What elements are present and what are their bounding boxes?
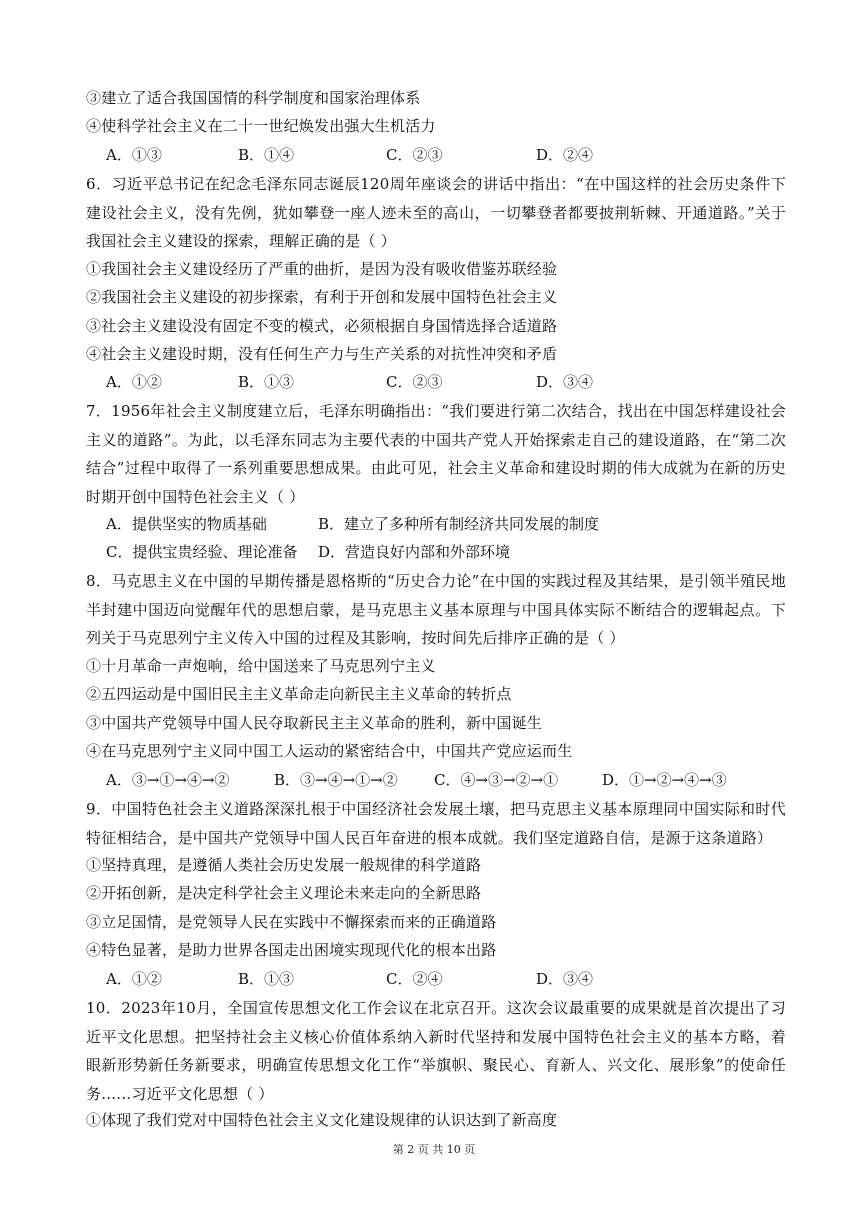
page-footer: 第 2 页 共 10 页 [392, 1143, 476, 1156]
q6-options [106, 372, 786, 392]
q9-item-1: ①坚持真理，是遵循人类社会历史发展一般规律的科学道路 [86, 856, 482, 874]
q6-item-2: ②我国社会主义建设的初步探索，有利于开创和发展中国特色社会主义 [86, 288, 558, 306]
q5-option-b[interactable]: B．①④ [238, 146, 295, 164]
q5-option-c[interactable]: C．②③ [386, 146, 443, 164]
q8-options [106, 770, 786, 790]
q6-option-c[interactable]: C．②③ [386, 373, 443, 391]
q9-options [106, 969, 786, 989]
q9-option-b[interactable]: B．①③ [238, 970, 295, 988]
q8-item-3: ③中国共产党领导中国人民夺取新民主主义革命的胜利，新中国诞生 [86, 714, 543, 732]
q6-item-4: ④社会主义建设时期，没有任何生产力与生产关系的对抗性冲突和矛盾 [86, 345, 558, 363]
q7-option-d[interactable]: D．营造良好内部和外部环境 [318, 543, 511, 561]
q6-option-d[interactable]: D．③④ [536, 373, 594, 391]
q8-option-c[interactable]: C．④→③→②→① [434, 771, 559, 789]
q5-item-3: ③建立了适合我国国情的科学制度和国家治理体系 [86, 89, 421, 107]
q7-stem: 7．1956年社会主义制度建立后，毛泽东明确指出：“我们要进行第二次结合，找出在中国怎样建设社会主义的道路”。为此，以毛泽东同志为主要代表的中国共产党人开始探索走自己的建设道路，在“第二次结合”过程中取得了一系列重要思想成果。由此可见，社会主义革命和建设时期的伟大成就为在新的历史时期开创中国特色社会主义（ ） [86, 402, 786, 506]
q7-options-row-2 [106, 542, 786, 562]
q10-stem: 10．2023年10月，全国宣传思想文化工作会议在北京召开。这次会议最重要的成果就是首次提出了习近平文化思想。把坚持社会主义核心价值体系纳入新时代坚持和发展中国特色社会主义的基本方略，着眼新形势新任务新要求，明确宣传思想文化工作“举旗帜、聚民心、育新人、兴文化、展形象”的使命任务......习近平文化思想（ ） [86, 999, 786, 1103]
q8-item-2: ②五四运动是中国旧民主主义革命走向新民主主义革命的转折点 [86, 685, 512, 703]
q9-option-a[interactable]: A．①② [106, 970, 162, 988]
q8-item-4: ④在马克思列宁主义同中国工人运动的紧密结合中，中国共产党应运而生 [86, 742, 573, 760]
q8-option-a[interactable]: A．③→①→④→② [106, 771, 230, 789]
q5-option-d[interactable]: D．②④ [536, 146, 594, 164]
q5-item-4: ④使科学社会主义在二十一世纪焕发出强大生机活力 [86, 117, 436, 135]
q9-option-c[interactable]: C．②④ [386, 970, 443, 988]
q9-option-d[interactable]: D．③④ [536, 970, 594, 988]
q6-option-b[interactable]: B．①③ [238, 373, 295, 391]
q10-item-1: ①体现了我们党对中国特色社会主义文化建设规律的认识达到了新高度 [86, 1111, 558, 1129]
q6-stem: 6．习近平总书记在纪念毛泽东同志诞辰120周年座谈会的讲话中指出：“在中国这样的社会历史条件下建设社会主义，没有先例，犹如攀登一座人迹未至的高山，一切攀登者都要披荆斩棘、开通道路。”关于我国社会主义建设的探索，理解正确的是（ ） [86, 175, 786, 250]
q9-item-3: ③立足国情，是党领导人民在实践中不懈探索而来的正确道路 [86, 913, 497, 931]
q8-option-d[interactable]: D．①→②→④→③ [602, 771, 727, 789]
q7-option-c[interactable]: C．提供宝贵经验、理论准备 [106, 543, 298, 561]
q5-options [106, 145, 786, 165]
q7-options-row-1 [106, 514, 786, 534]
q7-option-b[interactable]: B．建立了多种所有制经济共同发展的制度 [318, 515, 600, 533]
q8-item-1: ①十月革命一声炮响，给中国送来了马克思列宁主义 [86, 657, 436, 675]
q5-option-a[interactable]: A．①③ [106, 146, 162, 164]
q6-item-3: ③社会主义建设没有固定不变的模式，必须根据自身国情选择合适道路 [86, 317, 558, 335]
q9-stem: 9．中国特色社会主义道路深深扎根于中国经济社会发展土壤，把马克思主义基本原理同中国实际和时代特征相结合，是中国共产党领导中国人民百年奋进的根本成就。我们坚定道路自信，是源于这条道路） [86, 800, 786, 847]
q6-item-1: ①我国社会主义建设经历了严重的曲折，是因为没有吸收借鉴苏联经验 [86, 260, 558, 278]
q8-option-b[interactable]: B．③→④→①→② [274, 771, 398, 789]
q6-option-a[interactable]: A．①② [106, 373, 162, 391]
q9-item-4: ④特色显著，是助力世界各国走出困境实现现代化的根本出路 [86, 941, 497, 959]
q8-stem: 8．马克思主义在中国的早期传播是恩格斯的“历史合力论”在中国的实践过程及其结果，是引领半殖民地半封建中国迈向觉醒年代的思想启蒙，是马克思主义基本原理与中国具体实际不断结合的逻辑起点。下列关于马克思列宁主义传入中国的过程及其影响，按时间先后排序正确的是（ ） [86, 572, 786, 647]
q9-item-2: ②开拓创新，是决定科学社会主义理论未来走向的全新思路 [86, 884, 482, 902]
q7-option-a[interactable]: A．提供坚实的物质基础 [106, 515, 267, 533]
